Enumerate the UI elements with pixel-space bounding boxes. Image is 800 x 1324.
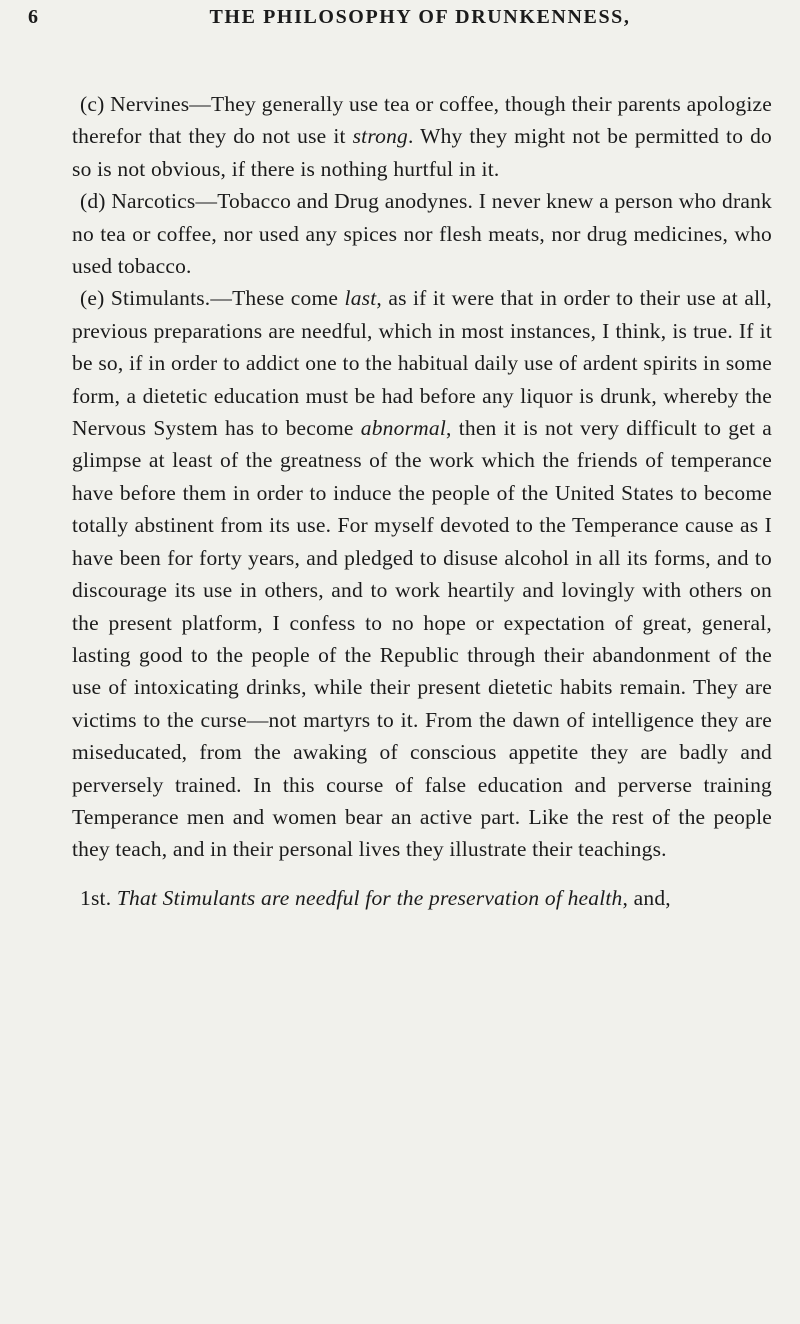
paragraph-nervines-text-end: . Why they might not be permitted to do so is not obvious, if there is nothing hurtful in it. — [72, 124, 772, 181]
paragraph-nervines — [72, 88, 772, 185]
paragraph-stimulants-text-3: , then it is not very difficult to get a glimpse at least of the greatness of the work which the friends of temperance have before them in order to induce the people of the United States to become totally abstinent from its use. For myself devoted to the Temperance cause as I have been for forty years, and pledged to disuse alcohol in all its forms, and to discourage its use in others, and to work heartily and lovingly with others on the present platform, I confess to no hope or expectation of great, general, lasting good to the people of the Republic through their abandonment of the use of intoxicating drinks, while their present dietetic habits remain. They are victims to the curse—not martyrs to it. From the dawn of intelligence they are miseducated, from the awaking of conscious appetite they are badly and perversely trained. In this course of false education and perverse training Temperance men and women bear an active part. Like the rest of the people they teach, and in their personal lives they illustrate their teachings. — [72, 416, 772, 862]
emphasis-strong: strong — [352, 124, 408, 149]
paragraph-first-point — [72, 882, 772, 914]
first-point-text-end: , and, — [622, 885, 671, 910]
first-point-number: 1st. — [80, 885, 117, 910]
running-title: THE PHILOSOPHY OF DRUNKENNESS, — [209, 6, 631, 28]
paragraph-nervines-text: (c) Nervines—They generally use tea or coffee, though their parents apologize therefor that they do not use it — [72, 92, 772, 149]
paragraph-stimulants — [72, 282, 772, 865]
body-text — [72, 88, 772, 914]
page-number: 6 — [28, 6, 39, 28]
emphasis-abnormal: abnormal — [360, 416, 446, 441]
emphasis-first-point: That Stimulants are needful for the preservation of health — [116, 885, 623, 910]
emphasis-last: last — [344, 286, 377, 311]
paragraph-narcotics — [72, 185, 772, 282]
paragraph-stimulants-text-2: , as if it were that in order to their use at all, previous preparations are needful, which in most instances, I think, is true. If it be so, if in order to addict one to the habitual daily use of ardent spirits in some form, a dietetic education must be had before any liquor is drunk, whereby the Nervous System has to become — [72, 286, 773, 441]
running-head — [28, 6, 760, 46]
paragraph-narcotics-text: (d) Narcotics—Tobacco and Drug anodynes. I never knew a person who drank no tea or coffee, nor used any spices nor flesh meats, nor drug medicines, who used tobacco. — [72, 189, 772, 279]
paragraph-stimulants-text-1: (e) Stimulants.—These come — [80, 286, 345, 311]
